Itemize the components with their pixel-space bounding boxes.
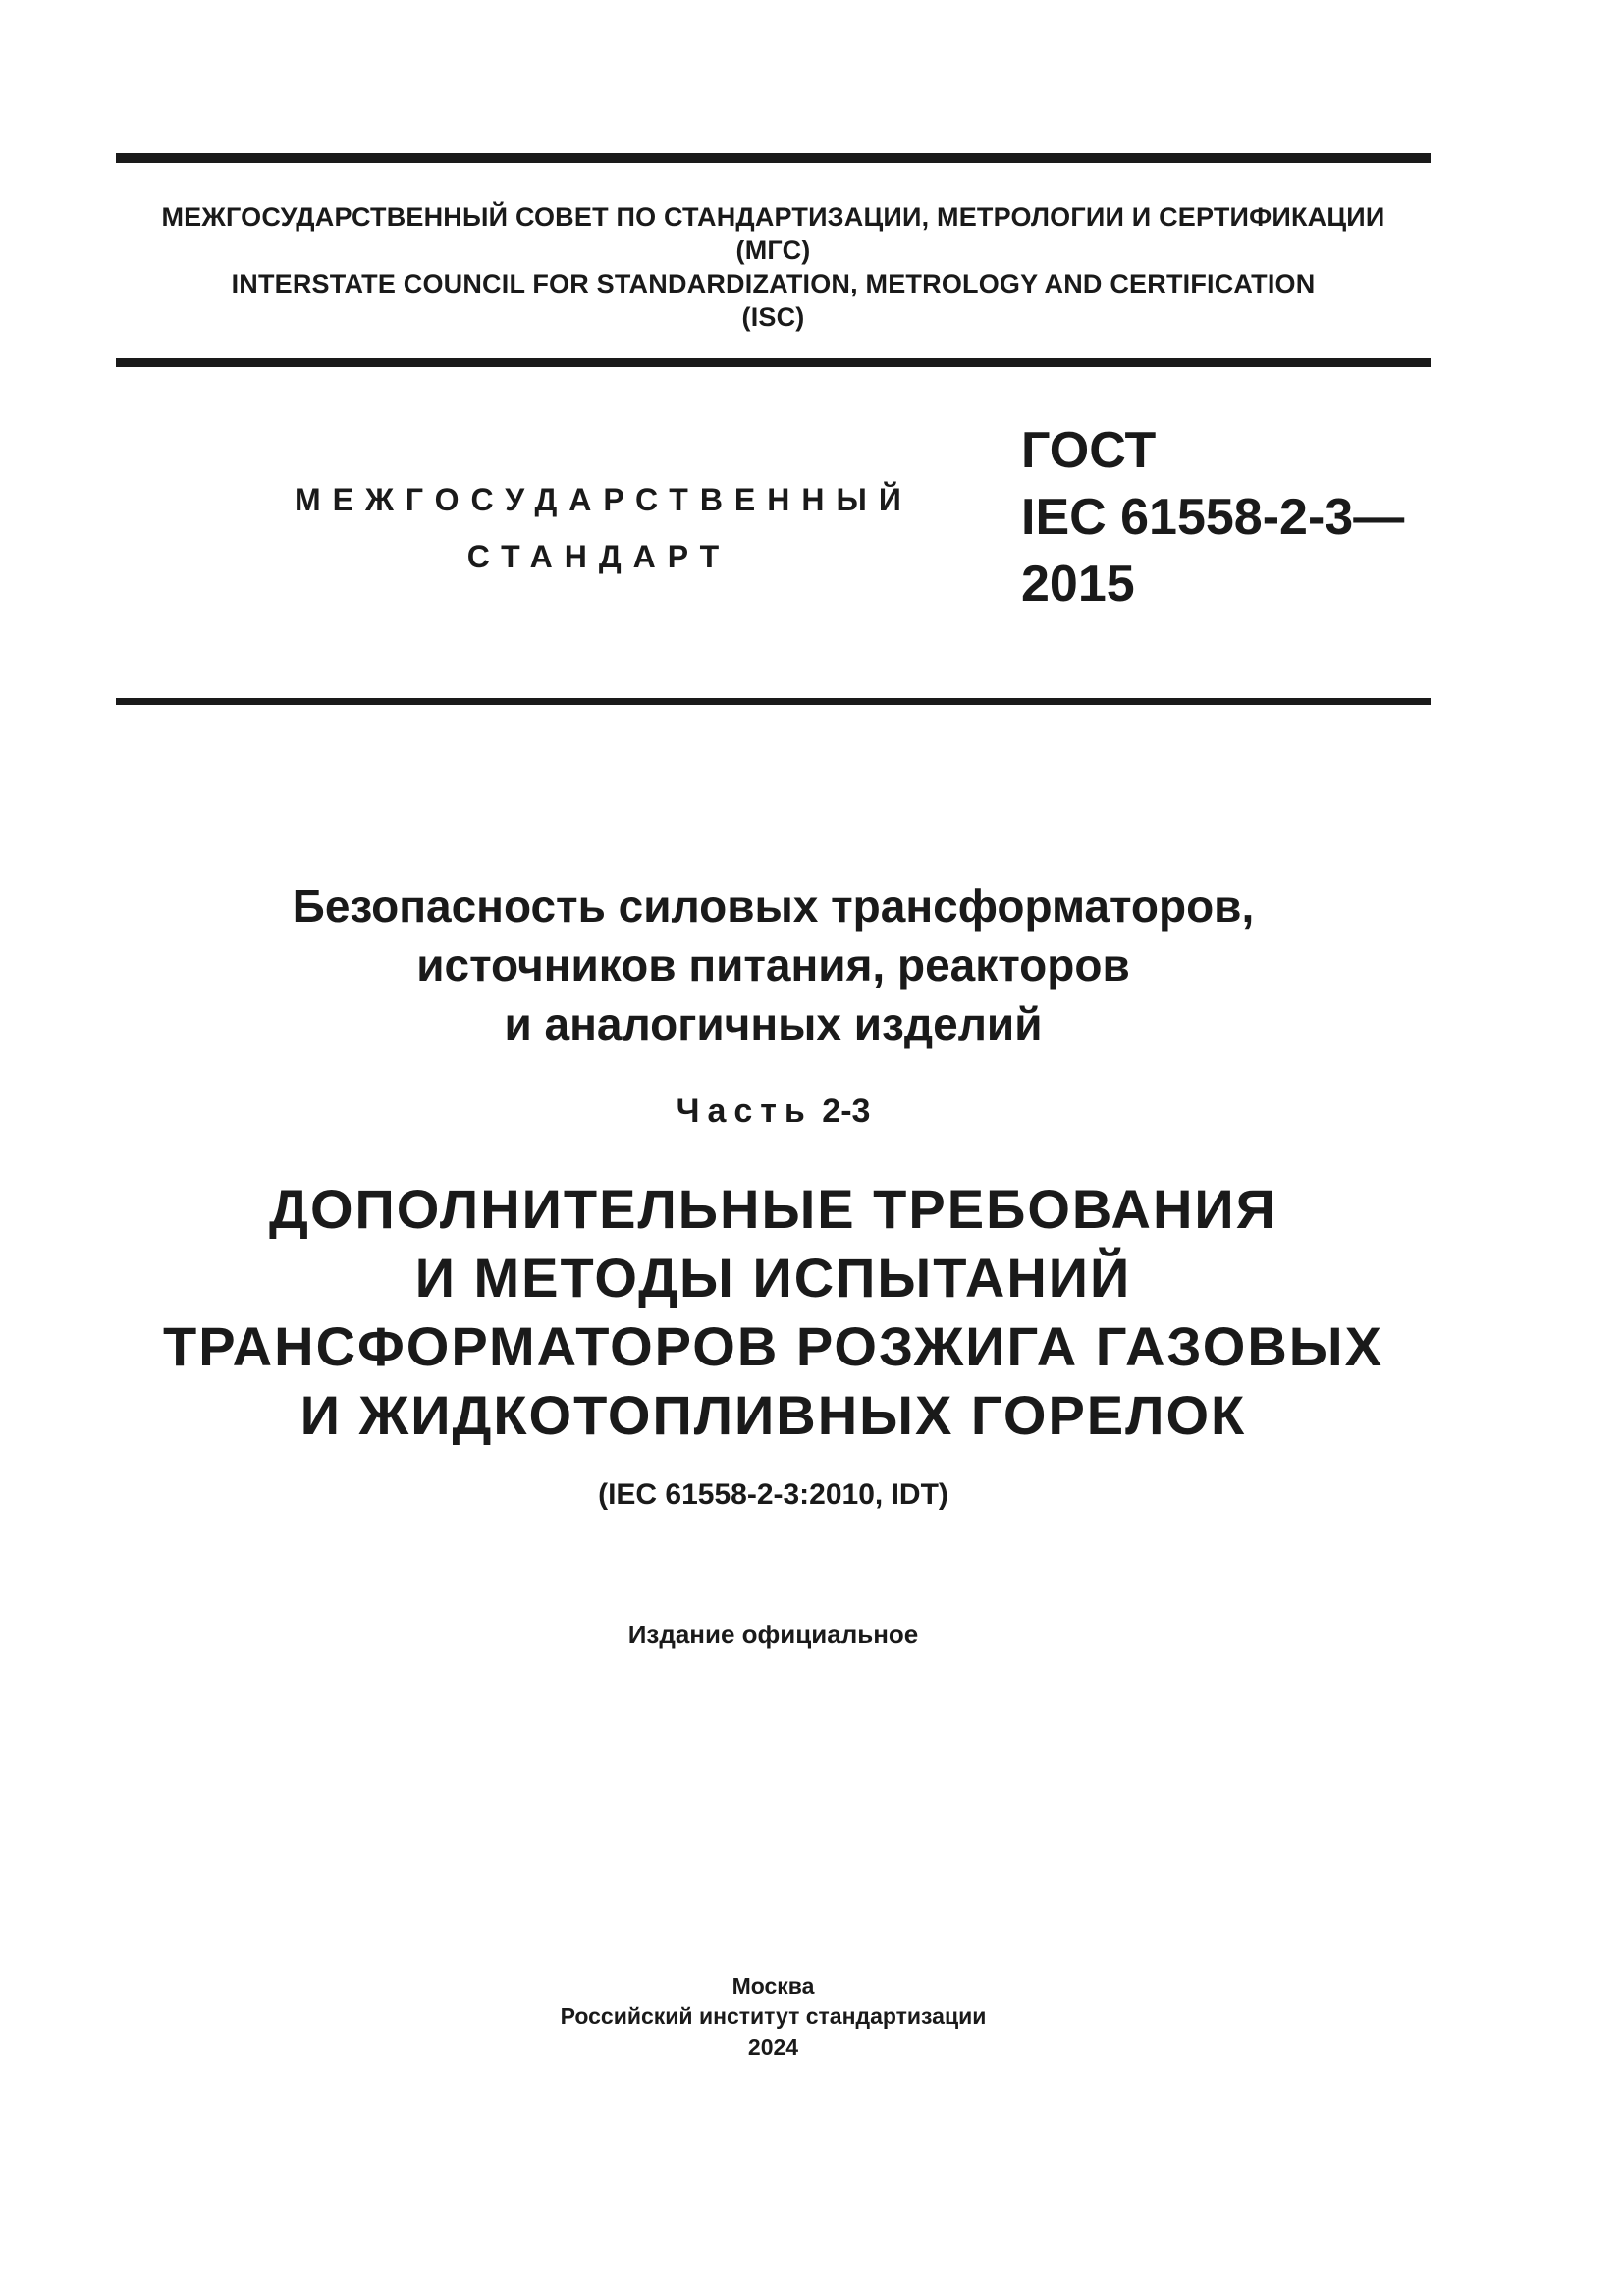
gost-designation [1021,417,1404,617]
council-abbr-en: (ISC) [741,302,805,332]
part-label [116,1090,1431,1133]
top-rule [116,153,1431,163]
title-line-1: Безопасность силовых трансформаторов, [292,881,1255,932]
subtitle-line-3: ТРАНСФОРМАТОРОВ РОЗЖИГА ГАЗОВЫХ [163,1315,1383,1377]
standard-type-line2: СТАНДАРТ [466,539,731,574]
council-name-en: INTERSTATE COUNCIL FOR STANDARDIZATION, METROLOGY AND CERTIFICATION [231,269,1316,298]
standard-type [295,471,913,585]
standard-type-line1: МЕЖГОСУДАРСТВЕННЫЙ [295,482,913,517]
part-word: Часть [676,1093,813,1130]
subtitle-line-2: И МЕТОДЫ ИСПЫТАНИЙ [414,1247,1132,1308]
subtitle-line-4: И ЖИДКОТОПЛИВНЫХ ГОРЕЛОК [299,1384,1247,1446]
imprint-city: Москва [731,1973,815,1999]
header-divider [116,358,1431,367]
imprint [116,1971,1431,2062]
part-number: 2-3 [822,1093,871,1130]
imprint-year: 2024 [747,2034,799,2059]
imprint-publisher: Российский институт стандартизации [560,2003,987,2029]
document-title [116,877,1431,1053]
gost-number: IEC 61558-2-3— [1021,489,1405,546]
document-subtitle [116,1175,1431,1450]
title-line-2: источников питания, реакторов [416,939,1130,990]
edition-label: Издание официальное [627,1620,919,1649]
designation-divider [116,698,1431,705]
council-abbr-ru: (МГС) [735,236,811,265]
title-line-3: и аналогичных изделий [504,998,1043,1049]
council-header [116,200,1431,334]
gost-label: ГОСТ [1021,422,1157,479]
iec-reference: (IEC 61558-2-3:2010, IDT) [598,1478,948,1511]
council-name-ru: МЕЖГОСУДАРСТВЕННЫЙ СОВЕТ ПО СТАНДАРТИЗАЦИИ, МЕТРОЛОГИИ И СЕРТИФИКАЦИИ [161,202,1385,232]
subtitle-line-1: ДОПОЛНИТЕЛЬНЫЕ ТРЕБОВАНИЯ [269,1178,1277,1240]
gost-year: 2015 [1021,556,1135,613]
